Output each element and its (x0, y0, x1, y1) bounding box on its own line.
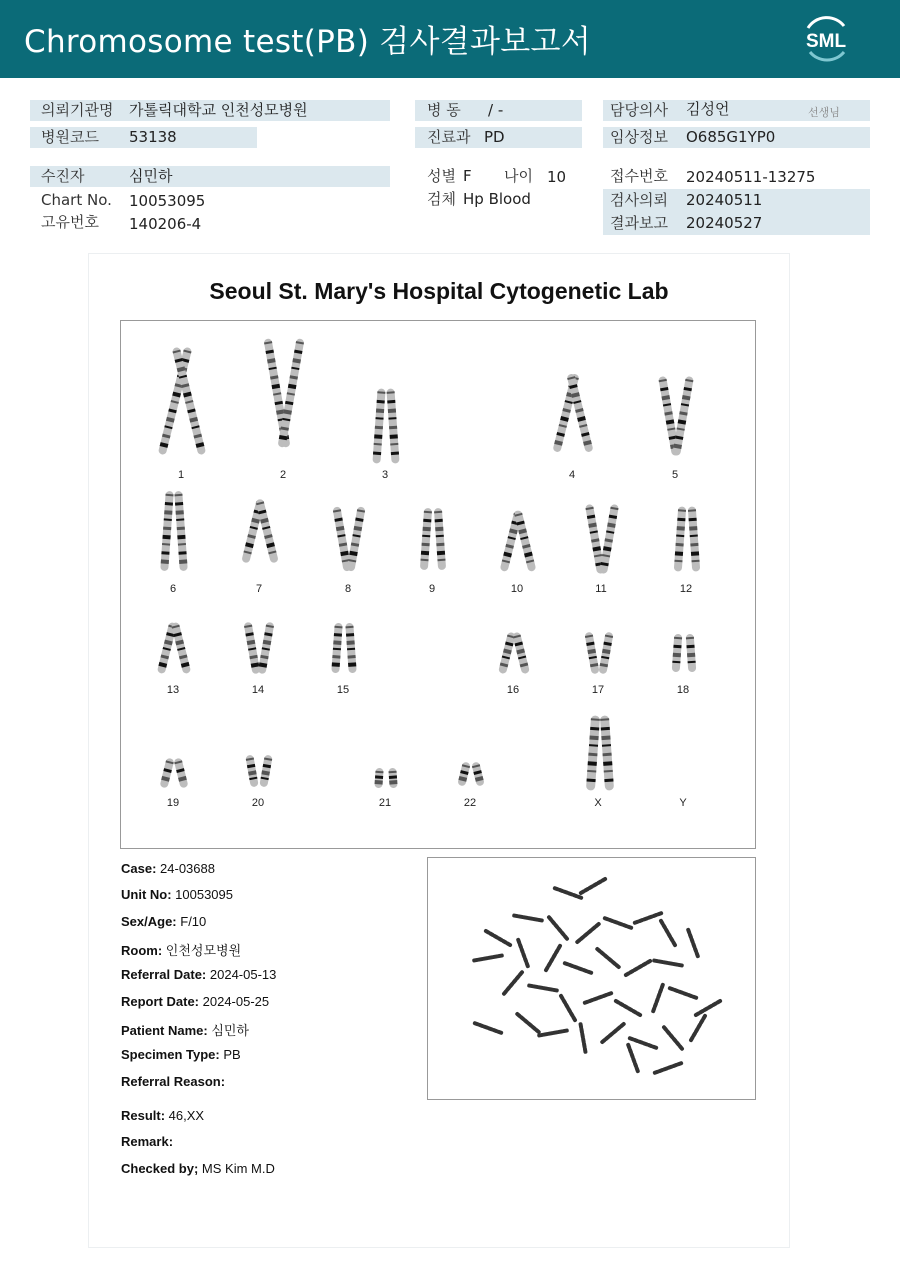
hospital-code-value: 53138 (129, 128, 177, 146)
metaphase-chromosome (605, 918, 631, 928)
report-field-label: Specimen Type: (121, 1047, 220, 1062)
chromosome-Xa (586, 715, 600, 790)
chromosome-6b (174, 491, 188, 571)
chromosome-9b (434, 508, 446, 570)
report-field-label: Referral Date: (121, 967, 207, 982)
report-field (121, 1047, 241, 1062)
metaphase-chromosome (661, 921, 675, 945)
report-field-value: PB (219, 1047, 241, 1062)
chromosome-label-14: 14 (251, 684, 265, 696)
metaphase-chromosome (539, 1031, 567, 1036)
chromosome-17b (598, 632, 613, 675)
metaphase-chromosome (474, 956, 502, 961)
report-field-value: 24-03688 (156, 861, 215, 876)
karyogram-chromosomes (157, 338, 700, 791)
metaphase-chromosome (654, 961, 682, 966)
metaphase-chromosome (517, 1014, 538, 1032)
ward-value: / - (488, 101, 504, 119)
clinical-value: O685G1YP0 (686, 128, 776, 146)
chromosome-label-5: 5 (671, 469, 679, 481)
metaphase-chromosome (688, 930, 698, 956)
report-field-label: Sex/Age: (121, 914, 177, 929)
metaphase-chromosome (585, 993, 611, 1003)
chromosome-19b (173, 757, 188, 788)
chromosome-label-Y: Y (679, 797, 687, 809)
chart-label: Chart No. (41, 191, 112, 209)
patient-value: 심민하 (129, 167, 173, 185)
sex-label: 성별 (427, 167, 456, 185)
logo-text: SML (805, 31, 847, 52)
chromosome-5b (672, 376, 694, 456)
metaphase-chromosome (581, 1024, 586, 1052)
report-field-label: Patient Name: (121, 1023, 208, 1038)
metaphase-chromosome (602, 1024, 623, 1042)
doctor-label: 담당의사 (610, 101, 668, 119)
reported-label: 결과보고 (610, 214, 668, 232)
report-field (121, 1108, 204, 1123)
chromosome-label-7: 7 (255, 583, 263, 595)
chromosome-21b (388, 768, 397, 789)
report-field (121, 887, 233, 902)
hospital-code-label: 병원코드 (41, 128, 99, 146)
institution-label: 의뢰기관명 (41, 101, 114, 119)
metaphase-chromosome (565, 963, 591, 973)
report-field-value: 심민하 (207, 1023, 249, 1038)
institution-value: 가톨릭대학교 인천성모병원 (129, 101, 308, 119)
chromosome-label-21: 21 (378, 797, 392, 809)
chromosome-22b (471, 761, 485, 786)
chromosome-2b (278, 338, 305, 448)
metaphase-chromosome (628, 1045, 638, 1071)
chromosome-17a (584, 632, 599, 675)
chromosome-label-11: 11 (595, 583, 607, 595)
report-field-label: Report Date: (121, 994, 200, 1009)
age-value: 10 (547, 168, 567, 186)
metaphase-chromosome (577, 924, 598, 942)
chromosome-18a (672, 634, 683, 672)
metaphase-chromosome (514, 916, 542, 921)
metaphase-chromosome (653, 985, 663, 1011)
chromosome-12b (688, 506, 701, 571)
chromosome-7b (255, 498, 278, 563)
chromosome-label-17: 17 (591, 684, 605, 696)
metaphase-chromosome (529, 986, 557, 991)
receipt-label: 접수번호 (610, 167, 668, 185)
report-field-value: 10053095 (171, 887, 233, 902)
report-field (121, 994, 269, 1009)
chromosome-15a (331, 623, 342, 673)
patient-label: 수진자 (41, 167, 85, 185)
lab-title: Seoul St. Mary's Hospital Cytogenetic Lab (209, 278, 669, 304)
report-field (121, 1074, 225, 1089)
metaphase-chromosome (518, 940, 528, 966)
specimen-label: 검체 (427, 190, 456, 208)
chromosome-11b (599, 504, 619, 574)
chromosome-12a (674, 506, 687, 571)
report-field-label: Unit No: (121, 887, 172, 902)
chromosome-label-10: 10 (510, 583, 524, 595)
chromosome-label-15: 15 (336, 684, 350, 696)
chromosome-label-X: X (594, 797, 602, 809)
reported-value: 20240527 (686, 214, 763, 232)
report-field-value: F/10 (176, 914, 207, 929)
doctor-suffix: 선생님 (808, 106, 840, 119)
requested-value: 20240511 (686, 191, 763, 209)
chromosome-label-20: 20 (251, 797, 265, 809)
chromosome-19a (159, 757, 174, 788)
report-field (121, 914, 206, 929)
metaphase-chromosome (630, 1038, 656, 1048)
report-field-label: Referral Reason: (121, 1074, 226, 1089)
metaphase-image-box (427, 857, 756, 1100)
chromosome-label-4: 4 (568, 469, 576, 481)
metaphase-chromosome (635, 913, 661, 923)
chromosome-22a (457, 761, 471, 786)
sex-value: F (463, 167, 472, 185)
chromosome-label-19: 19 (166, 797, 180, 809)
report-field-value: 46,XX (165, 1108, 205, 1123)
metaphase-chromosome (597, 949, 618, 967)
ward-label: 병 동 (427, 101, 461, 119)
chromosome-21a (374, 768, 383, 789)
metaphase-chromosome (655, 1063, 681, 1073)
report-field-label: Room: (121, 943, 163, 958)
metaphase-chromosome (561, 996, 575, 1020)
chromosome-4b (566, 373, 593, 453)
chromosome-20b (259, 755, 272, 788)
receipt-value: 20240511-13275 (686, 168, 816, 186)
specimen-value: Hp Blood (463, 190, 531, 208)
report-field (121, 1020, 249, 1039)
chromosome-label-13: 13 (166, 684, 180, 696)
chromosome-14a (244, 622, 261, 675)
metaphase-chromosome (616, 1001, 640, 1015)
report-field-label: Case: (121, 861, 157, 876)
metaphase-chromosome (546, 946, 560, 970)
metaphase-chromosome (664, 1027, 682, 1048)
report-field (121, 861, 215, 876)
department-label: 진료과 (427, 128, 471, 146)
chromosome-label-6: 6 (169, 583, 177, 595)
report-field-value: 2024-05-13 (206, 967, 277, 982)
metaphase-chromosome (670, 988, 696, 998)
doctor-value: 김성언 (686, 100, 730, 118)
chromosome-label-1: 1 (177, 469, 185, 481)
metaphase-chromosome (626, 961, 650, 975)
chromosome-15b (345, 623, 356, 673)
chromosome-20a (245, 755, 258, 788)
chromosome-label-3: 3 (381, 469, 389, 481)
report-field-value: 인천성모병원 (162, 943, 242, 958)
chromosome-3a (372, 388, 385, 463)
metaphase-chromosome (691, 1016, 705, 1040)
requested-label: 검사의뢰 (610, 191, 668, 209)
chromosome-Xb (600, 715, 614, 790)
clinical-label: 임상정보 (610, 128, 668, 146)
report-field (121, 967, 276, 982)
chromosome-label-12: 12 (679, 583, 693, 595)
chromosome-13b (171, 622, 191, 674)
chromosome-label-22: 22 (463, 797, 477, 809)
unique-value: 140206-4 (129, 215, 202, 233)
department-value: PD (484, 128, 505, 146)
report-field (121, 940, 241, 959)
metaphase-image (428, 858, 755, 1099)
page-title: Chromosome test(PB) 검사결과보고서 (24, 24, 591, 60)
report-field-value: MS Kim M.D (198, 1161, 275, 1176)
metaphase-chromosome (696, 1001, 720, 1015)
report-field-label: Checked by; (121, 1161, 199, 1176)
chromosome-9a (420, 508, 432, 570)
chromosome-6a (160, 491, 174, 571)
metaphase-chromosome (475, 1023, 501, 1033)
metaphase-chromosome (555, 888, 581, 898)
sml-logo (798, 12, 854, 66)
chromosome-label-9: 9 (428, 583, 436, 595)
chromosome-8b (346, 506, 365, 571)
chromosome-16b (512, 632, 530, 675)
chart-value: 10053095 (129, 192, 206, 210)
report-field-label: Remark: (121, 1134, 174, 1149)
chromosome-3b (386, 388, 399, 463)
chromosome-label-8: 8 (344, 583, 352, 595)
report-field (121, 1134, 173, 1149)
metaphase-chromosome (581, 879, 605, 893)
chromosome-label-18: 18 (676, 684, 690, 696)
report-field-label: Result: (121, 1108, 166, 1123)
unique-label: 고유번호 (41, 213, 99, 231)
chromosome-18b (686, 634, 697, 672)
age-label: 나이 (504, 167, 533, 185)
chromosome-14b (258, 622, 275, 675)
report-field (121, 1161, 275, 1176)
metaphase-chromosome (549, 917, 567, 938)
metaphase-chromosome (504, 972, 522, 993)
report-field-value: 2024-05-25 (199, 994, 270, 1009)
chromosome-label-2: 2 (279, 469, 287, 481)
metaphase-chromosome (486, 931, 510, 945)
chromosome-10b (514, 510, 537, 572)
chromosome-label-16: 16 (506, 684, 520, 696)
